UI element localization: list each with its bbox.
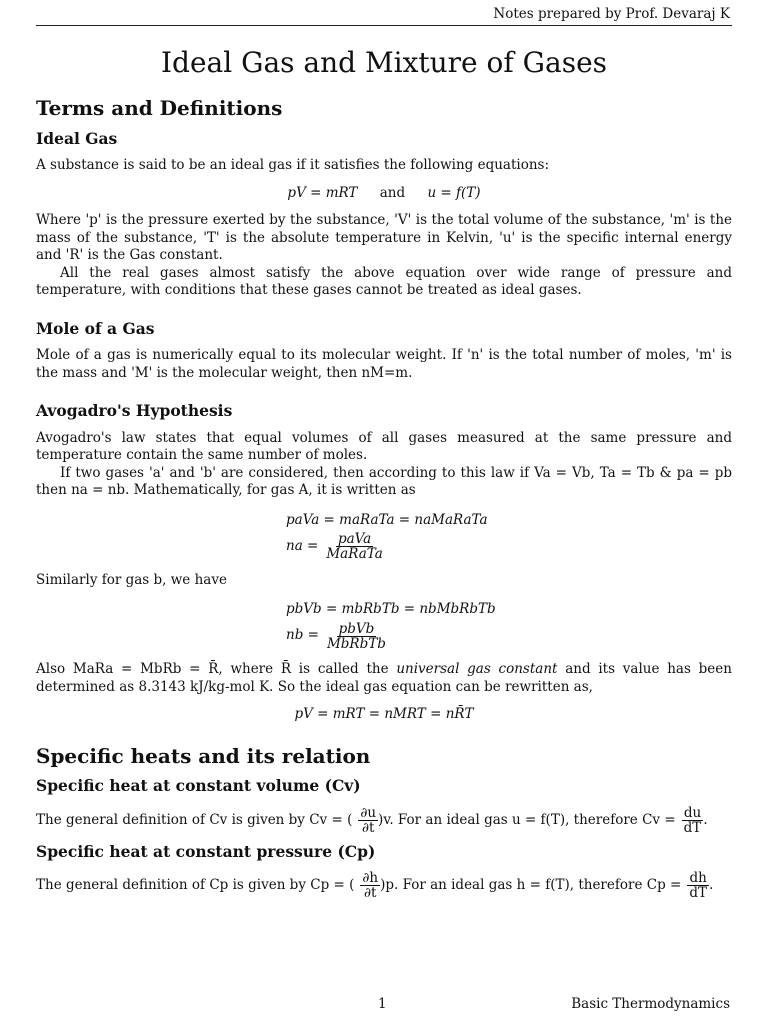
- equation-final: pV = mRT = nMRT = nR̄T: [294, 706, 474, 722]
- equation-ideal-gas: [36, 185, 732, 203]
- paragraph: Avogadro's law states that equal volumes of all gases measured at the same pressure and temperature contain the same number of moles.: [36, 429, 732, 463]
- subsection-heading-cv: Specific heat at constant volume (Cv): [36, 776, 361, 795]
- text-run: .: [703, 811, 708, 828]
- paragraph: [36, 661, 732, 696]
- paragraph-cp: [36, 870, 732, 900]
- equation-lhs: nb =: [286, 627, 319, 644]
- paragraph: Mole of a gas is numerically equal to its molecular weight. If 'n' is the total number of moles, 'm' is the mass and 'M' is the molecular weight, then nM=m.: [36, 347, 732, 381]
- fraction: [325, 622, 388, 651]
- fraction-numerator: pbVb: [338, 620, 375, 637]
- equation-and: and: [379, 184, 406, 201]
- text-run: )v. For an ideal gas u = f(T), therefore Cv =: [378, 811, 676, 828]
- text-run: The general definition of Cp is given by Cp = (: [36, 877, 355, 893]
- fraction-denominator: MbRbTb: [326, 635, 386, 652]
- text-run: The general definition of Cv is given by Cv = (: [36, 811, 353, 828]
- text-run: .: [708, 877, 714, 893]
- text-run: Also MaRa = MbRb = R̄, where R̄ is called the: [36, 661, 397, 677]
- fraction-numerator: paVa: [337, 531, 372, 547]
- equation-block-gas-a: [286, 510, 732, 562]
- subsection-heading-avogadro: Avogadro's Hypothesis: [36, 401, 233, 420]
- document-title: Ideal Gas and Mixture of Gases: [160, 46, 608, 79]
- footer-course: Basic Thermodynamics: [571, 996, 730, 1012]
- paragraph: A substance is said to be an ideal gas if it satisfies the following equations:: [36, 157, 550, 173]
- paragraph: If two gases 'a' and 'b' are considered, then according to this law if Va = Vb, Ta = Tb & pa = pb then na = nb. Mathematically, for gas A, it is written as: [36, 464, 732, 498]
- fraction-denominator: ∂t: [362, 819, 375, 836]
- paragraph: All the real gases almost satisfy the above equation over wide range of pressure and temperature, with conditions that these gases cannot be treated as ideal gases.: [36, 264, 732, 298]
- equation-lhs: na =: [286, 537, 319, 554]
- fraction-denominator: MaRaTa: [326, 546, 383, 562]
- document-body: [36, 96, 732, 901]
- fraction-denominator: ∂t: [364, 885, 377, 901]
- fraction: [358, 806, 378, 835]
- header-note: Notes prepared by Prof. Devaraj K: [493, 6, 730, 22]
- text-run: and its value has been determined as 8.3143 kJ/kg-mol K. So the ideal gas equation can be rewritten as,: [36, 661, 732, 695]
- section-heading-specific-heats: Specific heats and its relation: [36, 743, 371, 768]
- fraction: [360, 871, 380, 900]
- fraction: [682, 806, 704, 835]
- paragraph: Similarly for gas b, we have: [36, 571, 227, 588]
- page-number: 1: [378, 996, 387, 1012]
- equation: pbVb = mbRbTb = nbMbRbTb: [286, 601, 496, 618]
- equation-part: pV = mRT: [287, 184, 358, 201]
- fraction-numerator: ∂u: [360, 804, 377, 821]
- paragraph-cv: [36, 805, 732, 835]
- equation-block-gas-b: [286, 599, 732, 651]
- equation-part: u = f(T): [427, 184, 481, 201]
- subsection-heading-mole: Mole of a Gas: [36, 318, 155, 338]
- fraction: [687, 871, 709, 900]
- paragraph: Where 'p' is the pressure exerted by the substance, 'V' is the total volume of the substance, 'm' is the mass of the substance, 'T' is the absolute temperature in Kelvin, 'u' is the specific internal energy and 'R' is the Gas constant.: [36, 212, 732, 263]
- section-heading-terms: Terms and Definitions: [36, 96, 283, 120]
- text-run: )p. For an ideal gas h = f(T), therefore Cp =: [380, 877, 682, 893]
- subsection-heading-cp: Specific heat at constant pressure (Cp): [36, 841, 376, 861]
- header-rule: [36, 25, 732, 26]
- fraction: [324, 532, 384, 561]
- fraction-numerator: dh: [689, 870, 707, 886]
- fraction-numerator: ∂h: [362, 870, 379, 886]
- fraction-numerator: du: [683, 804, 702, 821]
- emphasis-universal-gas-constant: universal gas constant: [396, 661, 558, 677]
- fraction-denominator: dT: [683, 819, 702, 836]
- fraction-denominator: dT: [689, 885, 707, 901]
- equation: paVa = maRaTa = naMaRaTa: [286, 511, 488, 528]
- subsection-heading-ideal-gas: Ideal Gas: [36, 128, 118, 148]
